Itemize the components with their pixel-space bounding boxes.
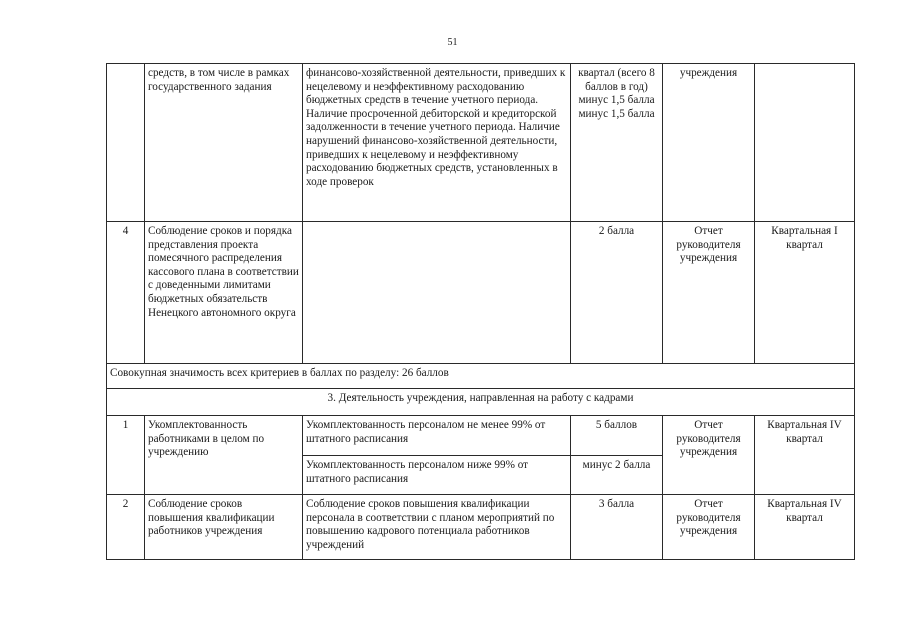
- indicator-cell: Соблюдение сроков повышения квалификации персонала в соответствии с планом мероприятий по повышению кадрового потенциала работников учреждений: [303, 495, 571, 560]
- section-title: 3. Деятельность учреждения, направленная на работу с кадрами: [107, 389, 855, 416]
- period-cell: Квартальная I квартал: [755, 222, 855, 364]
- criterion-cell: средств, в том числе в рамках государственного задания: [145, 64, 303, 222]
- indicator-cell: [303, 222, 571, 364]
- indicator-cell: Укомплектованность персоналом не менее 99% от штатного расписания: [303, 416, 571, 456]
- points-cell: квартал (всего 8 баллов в год) минус 1,5 балла минус 1,5 балла: [571, 64, 663, 222]
- table-row: [107, 64, 855, 222]
- page-number: 51: [447, 37, 458, 48]
- number-cell: [107, 64, 145, 222]
- points-cell: 2 балла: [571, 222, 663, 364]
- table-row: [107, 389, 855, 416]
- table-row: [107, 416, 855, 456]
- period-cell: [755, 64, 855, 222]
- number-cell: 4: [107, 222, 145, 364]
- indicator-cell: финансово-хозяйственной деятельности, приведших к нецелевому и неэффективному расходованию бюджетных средств в течение учетного периода. Наличие просроченной дебиторской и кредиторской задолженности в течение учетного периода. Наличие нарушений финансово-хозяйственной деятельности, приведших к нецелевому и неэффективному расходованию бюджетных средств, установленных в ходе проверок: [303, 64, 571, 222]
- section-summary: Совокупная значимость всех критериев в баллах по разделу: 26 баллов: [107, 364, 855, 389]
- source-cell: учреждения: [663, 64, 755, 222]
- source-cell: Отчет руководителя учреждения: [663, 416, 755, 495]
- points-cell: 3 балла: [571, 495, 663, 560]
- table-row: [107, 495, 855, 560]
- number-cell: 2: [107, 495, 145, 560]
- source-cell: Отчет руководителя учреждения: [663, 495, 755, 560]
- points-cell: минус 2 балла: [571, 456, 663, 495]
- criterion-cell: Укомплектованность работниками в целом по учреждению: [145, 416, 303, 495]
- period-cell: Квартальная IV квартал: [755, 416, 855, 495]
- number-cell: 1: [107, 416, 145, 495]
- criteria-table: [106, 63, 855, 560]
- points-cell: 5 баллов: [571, 416, 663, 456]
- period-cell: Квартальная IV квартал: [755, 495, 855, 560]
- criterion-cell: Соблюдение сроков и порядка представления проекта помесячного распределения кассового плана в соответствии с доведенными лимитами бюджетных обязательств Ненецкого автономного округа: [145, 222, 303, 364]
- source-cell: Отчет руководителя учреждения: [663, 222, 755, 364]
- indicator-cell: Укомплектованность персоналом ниже 99% от штатного расписания: [303, 456, 571, 495]
- table-row: [107, 222, 855, 364]
- criterion-cell: Соблюдение сроков повышения квалификации работников учреждения: [145, 495, 303, 560]
- table-row: [107, 364, 855, 389]
